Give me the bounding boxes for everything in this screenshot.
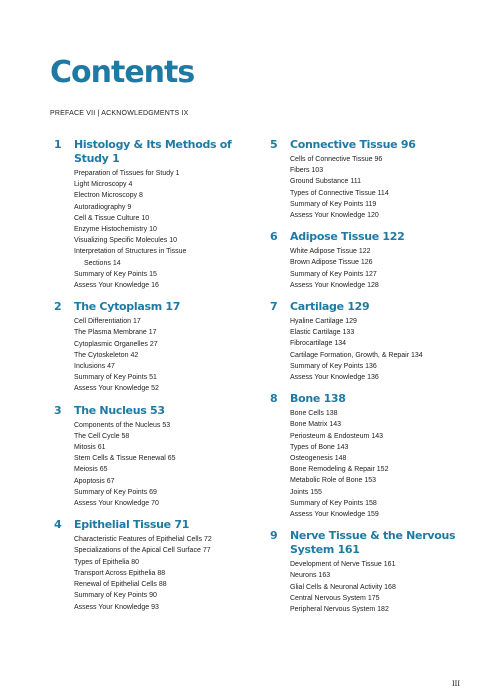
- chapter-title-text: Epithelial Tissue: [74, 518, 171, 532]
- entry-title: Specializations of the Apical Cell Surface: [74, 547, 201, 555]
- entry-title: Preparation of Tissues for Study: [74, 170, 174, 177]
- entry-title: Types of Connective Tissue: [290, 189, 376, 197]
- chapter-entries: [290, 408, 470, 520]
- entry-page: 143: [371, 432, 384, 440]
- entry-page: 103: [311, 167, 324, 175]
- entry-title: The Cytoskeleton: [74, 351, 129, 359]
- entry-page: 10: [149, 226, 157, 234]
- toc-entry[interactable]: [74, 498, 254, 509]
- chapter-page: 71: [174, 518, 190, 532]
- entry-title: Assess Your Knowledge: [290, 281, 366, 289]
- toc-entry[interactable]: [290, 246, 470, 257]
- entry-title: Ground Substance: [290, 178, 349, 186]
- entry-page: 67: [106, 477, 115, 485]
- toc-entry[interactable]: [74, 464, 254, 475]
- entry-page: 4: [128, 181, 133, 189]
- entry-title: Electron Microscopy: [74, 192, 138, 200]
- toc-chapter: [54, 404, 254, 510]
- toc-entry[interactable]: [74, 213, 254, 224]
- chapter-title-text: Histology & Its Methods of Study: [74, 138, 236, 165]
- chapter-entries: [290, 246, 470, 291]
- toc-chapter: [270, 300, 470, 383]
- toc-entry[interactable]: [290, 498, 470, 509]
- toc-chapter: [270, 529, 470, 615]
- chapter-title-text: The Cytoplasm: [74, 300, 162, 314]
- toc-entry[interactable]: [290, 431, 470, 442]
- entry-page: 136: [365, 362, 377, 370]
- entry-page: 96: [374, 156, 383, 163]
- chapter-number: 2: [54, 300, 62, 314]
- entry-title: Stem Cells & Tissue Renewal: [74, 455, 166, 463]
- entry-title: Characteristic Features of Epithelial Cells: [74, 536, 202, 544]
- entry-title: Central Nervous System: [290, 594, 366, 602]
- chapter-heading[interactable]: [54, 404, 254, 418]
- entry-page: 148: [334, 455, 347, 463]
- entry-page: 119: [365, 200, 377, 208]
- entry-title: Osteogenesis: [290, 455, 333, 463]
- toc-entry[interactable]: [74, 372, 254, 383]
- toc-entry[interactable]: [290, 316, 470, 327]
- entry-title: Summary of Key Points: [74, 488, 148, 496]
- entry-title: Hyaline Cartilage: [290, 318, 344, 326]
- entry-page: 70: [151, 500, 159, 508]
- chapter-entries: [290, 154, 470, 221]
- toc-entry[interactable]: [74, 316, 254, 327]
- entry-page: 9: [127, 203, 132, 211]
- entry-page: 93: [151, 603, 159, 611]
- entry-page: 52: [151, 385, 159, 393]
- entry-title: Summary of Key Points: [74, 374, 148, 382]
- toc-right-column: [270, 138, 470, 624]
- entry-page: 134: [334, 340, 347, 348]
- entry-title: The Cell Cycle: [74, 432, 120, 440]
- entry-page: 153: [364, 477, 377, 485]
- entry-page: 58: [121, 432, 130, 440]
- chapter-title-text: Nerve Tissue & the Nervous System: [290, 529, 459, 557]
- toc-entry[interactable]: [290, 361, 470, 372]
- entry-page: 122: [358, 248, 371, 256]
- chapter-number: 1: [54, 138, 62, 151]
- entry-page: 120: [367, 212, 379, 220]
- toc-entry[interactable]: [290, 269, 470, 280]
- toc-entry[interactable]: [290, 593, 470, 604]
- entry-page: 53: [162, 421, 171, 429]
- entry-title: Summary of Key Points: [290, 200, 364, 208]
- entry-title: Cells of Connective Tissue: [290, 156, 373, 163]
- chapter-page: 138: [323, 392, 346, 406]
- entry-title: Assess Your Knowledge: [74, 500, 150, 508]
- toc-entry[interactable]: [74, 545, 254, 556]
- entry-page: 182: [377, 606, 389, 614]
- chapter-heading[interactable]: [270, 300, 470, 314]
- toc-entry[interactable]: [290, 154, 470, 165]
- chapter-title-text: Bone: [290, 392, 321, 406]
- entry-title: Periosteum & Endosteum: [290, 432, 370, 440]
- entry-page: 1: [175, 170, 180, 177]
- entry-title: Transport Across Epithelia: [74, 569, 156, 577]
- entry-title-line2: Sections: [84, 259, 111, 267]
- chapter-page: 129: [347, 300, 370, 314]
- entry-title: The Plasma Membrane: [74, 329, 147, 337]
- entry-page: 16: [151, 282, 159, 290]
- entry-title: Joints: [290, 488, 309, 496]
- entry-page: 10: [141, 214, 150, 222]
- toc-entry[interactable]: [290, 280, 470, 291]
- chapter-title: [290, 138, 470, 152]
- entry-title: Inclusions: [74, 363, 106, 371]
- chapter-title: [290, 529, 470, 557]
- chapter-page: 122: [382, 230, 405, 244]
- chapter-page: 1: [112, 152, 120, 165]
- entry-title: Bone Remodeling & Repair: [290, 466, 375, 474]
- entry-title: Glial Cells & Neuronal Activity: [290, 583, 383, 591]
- chapter-page: 17: [165, 300, 181, 314]
- entry-page: 159: [367, 511, 379, 519]
- chapter-entries: [290, 559, 470, 615]
- entry-page: 133: [342, 329, 355, 337]
- chapter-entries: [74, 420, 254, 510]
- entry-title: Components of the Nucleus: [74, 421, 161, 429]
- toc-entry[interactable]: [74, 534, 254, 545]
- toc-entry[interactable]: [290, 604, 470, 615]
- entry-page: 61: [97, 444, 106, 452]
- chapter-page: 53: [150, 403, 165, 417]
- chapter-heading[interactable]: [54, 518, 254, 532]
- entry-page: 111: [350, 178, 361, 186]
- chapter-title: [290, 392, 470, 406]
- chapter-number: 6: [270, 230, 278, 244]
- toc-entry[interactable]: [290, 408, 470, 419]
- chapter-heading[interactable]: [270, 392, 470, 406]
- toc-entry[interactable]: [290, 475, 470, 486]
- toc-entry[interactable]: [74, 590, 254, 601]
- entry-page: 90: [149, 592, 157, 600]
- entry-page: 158: [365, 499, 377, 507]
- toc-entry[interactable]: [74, 383, 254, 394]
- toc-chapter: [54, 518, 254, 612]
- entry-page: 65: [99, 466, 108, 474]
- entry-title: Types of Bone: [290, 443, 335, 451]
- toc-entry[interactable]: [290, 582, 470, 593]
- entry-title: Assess Your Knowledge: [74, 282, 150, 290]
- toc-entry[interactable]: [74, 280, 254, 291]
- page-number: III: [452, 679, 460, 688]
- entry-page: 77: [202, 547, 211, 555]
- toc-entry[interactable]: [74, 487, 254, 498]
- entry-page: 14: [112, 259, 121, 267]
- chapter-title-text: Adipose Tissue: [290, 230, 379, 244]
- chapter-number: 8: [270, 392, 278, 406]
- entry-title: Renewal of Epithelial Cells: [74, 581, 157, 589]
- entry-title: Assess Your Knowledge: [74, 603, 150, 611]
- entry-page: 155: [310, 488, 322, 496]
- entry-title: Summary of Key Points: [290, 270, 364, 278]
- entry-page: 10: [169, 237, 177, 245]
- toc-entry[interactable]: [290, 570, 470, 581]
- chapter-number: 7: [270, 300, 278, 314]
- toc-entry[interactable]: [290, 372, 470, 383]
- toc-entry[interactable]: [74, 602, 254, 613]
- entry-title: Cartilage Formation, Growth, & Repair: [290, 351, 410, 359]
- chapter-heading[interactable]: [270, 529, 470, 557]
- toc-entry[interactable]: [290, 338, 470, 349]
- toc-entry[interactable]: [74, 327, 254, 338]
- chapter-number: 9: [270, 529, 278, 543]
- entry-title: Bone Cells: [290, 410, 324, 418]
- chapter-title: [290, 230, 470, 244]
- toc-entry[interactable]: [74, 568, 254, 579]
- toc-entry[interactable]: [74, 224, 254, 235]
- entry-page: 17: [148, 329, 157, 337]
- entry-page: 42: [130, 351, 139, 359]
- toc-entry[interactable]: [290, 442, 470, 453]
- toc-entry[interactable]: [290, 350, 470, 361]
- entry-title: White Adipose Tissue: [290, 248, 357, 256]
- entry-title: Summary of Key Points: [74, 592, 148, 600]
- entry-title: Apoptosis: [74, 477, 105, 485]
- chapter-page: 161: [337, 543, 360, 557]
- entry-page: 88: [158, 581, 167, 589]
- chapter-entries: [290, 316, 470, 383]
- front-matter-links: PREFACE VII | ACKNOWLEDGMENTS IX: [50, 110, 189, 117]
- entry-title-continued: [74, 258, 254, 269]
- toc-entry[interactable]: [74, 557, 254, 568]
- toc-entry[interactable]: [290, 464, 470, 475]
- entry-page: 114: [377, 189, 389, 197]
- toc-entry[interactable]: [74, 431, 254, 442]
- entry-page: 47: [107, 363, 115, 371]
- entry-page: 168: [384, 583, 396, 591]
- chapter-entries: [74, 316, 254, 394]
- entry-page: 51: [149, 374, 157, 382]
- chapter-page: 96: [400, 138, 416, 151]
- entry-page: 136: [367, 374, 379, 382]
- entry-title: Assess Your Knowledge: [290, 212, 366, 220]
- entry-page: 161: [383, 561, 396, 569]
- entry-page: 127: [365, 270, 377, 278]
- toc-entry[interactable]: [74, 202, 254, 213]
- entry-title: Bone Matrix: [290, 421, 328, 429]
- entry-page: 129: [345, 318, 357, 326]
- entry-title: Summary of Key Points: [290, 499, 364, 507]
- entry-page: 69: [149, 488, 157, 496]
- entry-page: 72: [203, 536, 212, 544]
- toc-entry[interactable]: [290, 257, 470, 268]
- chapter-heading[interactable]: [270, 230, 470, 244]
- toc-entry[interactable]: [74, 420, 254, 431]
- toc-entry[interactable]: [290, 559, 470, 570]
- toc-entry[interactable]: [290, 509, 470, 520]
- entry-title: Mitosis: [74, 444, 96, 452]
- toc-entry[interactable]: [290, 188, 470, 199]
- chapter-heading[interactable]: [270, 138, 470, 152]
- toc-entry[interactable]: [74, 361, 254, 372]
- chapter-heading[interactable]: [54, 300, 254, 314]
- entry-title: Types of Epithelia: [74, 558, 130, 566]
- chapter-title-text: Cartilage: [290, 300, 344, 314]
- entry-title: Elastic Cartilage: [290, 329, 341, 337]
- entry-page: 138: [325, 410, 338, 418]
- toc-entry[interactable]: [290, 165, 470, 176]
- toc-chapter: [270, 230, 470, 291]
- entry-page: 134: [411, 351, 423, 359]
- entry-page: 126: [360, 259, 373, 267]
- toc-chapter: [270, 392, 470, 520]
- entry-title: Visualizing Specific Molecules: [74, 237, 168, 245]
- entry-page: 15: [149, 270, 157, 278]
- toc-left-column: [54, 138, 254, 622]
- entry-page: 143: [336, 443, 349, 451]
- entry-title: Development of Nerve Tissue: [290, 561, 382, 569]
- chapter-number: 3: [54, 403, 62, 417]
- entry-page: 175: [367, 594, 380, 602]
- entry-title: Assess Your Knowledge: [290, 374, 366, 382]
- entry-title: Summary of Key Points: [74, 270, 148, 278]
- toc-entry[interactable]: [290, 199, 470, 210]
- chapter-title-text: Connective Tissue: [290, 138, 398, 151]
- toc-entry[interactable]: [74, 179, 254, 190]
- chapter-title: [74, 518, 254, 532]
- entry-title: Fibrocartilage: [290, 340, 333, 348]
- toc-chapter: [54, 138, 254, 291]
- entry-title: Peripheral Nervous System: [290, 606, 376, 614]
- entry-page: 128: [367, 281, 379, 289]
- entry-page: 65: [167, 455, 176, 463]
- entry-title: Assess Your Knowledge: [290, 511, 366, 519]
- entry-page: 163: [318, 572, 331, 580]
- toc-entry[interactable]: [290, 327, 470, 338]
- toc-chapter: [270, 138, 470, 221]
- chapter-entries: [74, 534, 254, 612]
- entry-title: Brown Adipose Tissue: [290, 259, 359, 267]
- toc-entry[interactable]: [74, 190, 254, 201]
- entry-page: 152: [376, 466, 389, 474]
- chapter-title: [74, 138, 254, 166]
- entry-page: 80: [131, 558, 140, 566]
- toc-entry[interactable]: [74, 476, 254, 487]
- toc-entry[interactable]: [74, 168, 254, 179]
- entry-title: Assess Your Knowledge: [74, 385, 150, 393]
- entry-title: Cell Differentiation: [74, 318, 132, 326]
- chapter-title: [74, 300, 254, 314]
- entry-page: 17: [133, 318, 141, 326]
- toc-entry[interactable]: [74, 453, 254, 464]
- chapter-heading[interactable]: [54, 138, 254, 166]
- toc-entry[interactable]: [74, 235, 254, 246]
- chapter-title: [74, 404, 254, 418]
- chapter-title: [290, 300, 470, 314]
- chapter-title-text: The Nucleus: [74, 403, 147, 417]
- entry-title: Summary of Key Points: [290, 362, 364, 370]
- entry-title: Enzyme Histochemistry: [74, 226, 148, 234]
- chapter-entries: [74, 168, 254, 291]
- entry-title: Fibers: [290, 167, 310, 175]
- toc-entry[interactable]: [290, 210, 470, 221]
- toc-entry[interactable]: [290, 453, 470, 464]
- toc-entry[interactable]: [290, 419, 470, 430]
- toc-entry[interactable]: [74, 579, 254, 590]
- chapter-number: 5: [270, 138, 278, 151]
- entry-title: Interpretation of Structures in Tissue: [74, 248, 187, 256]
- toc-entry[interactable]: [74, 339, 254, 350]
- entry-title: Light Microscopy: [74, 181, 127, 189]
- toc-entry[interactable]: [290, 487, 470, 498]
- chapter-number: 4: [54, 518, 62, 532]
- entry-title: Neurons: [290, 572, 317, 580]
- entry-title: Cell & Tissue Culture: [74, 214, 140, 222]
- toc-entry[interactable]: [74, 350, 254, 361]
- entry-page: 88: [157, 569, 166, 577]
- page-title: Contents: [50, 55, 195, 90]
- entry-page: 8: [138, 192, 143, 200]
- entry-title: Cytoplasmic Organelles: [74, 340, 148, 348]
- entry-title: Autoradiography: [74, 203, 126, 211]
- entry-page: 143: [329, 421, 341, 429]
- entry-page: 27: [149, 340, 158, 348]
- toc-entry[interactable]: [74, 269, 254, 280]
- toc-entry[interactable]: [74, 442, 254, 453]
- entry-title: Metabolic Role of Bone: [290, 477, 363, 485]
- toc-entry[interactable]: [74, 246, 254, 268]
- toc-chapter: [54, 300, 254, 394]
- entry-title: Meiosis: [74, 466, 98, 474]
- toc-entry[interactable]: [290, 176, 470, 187]
